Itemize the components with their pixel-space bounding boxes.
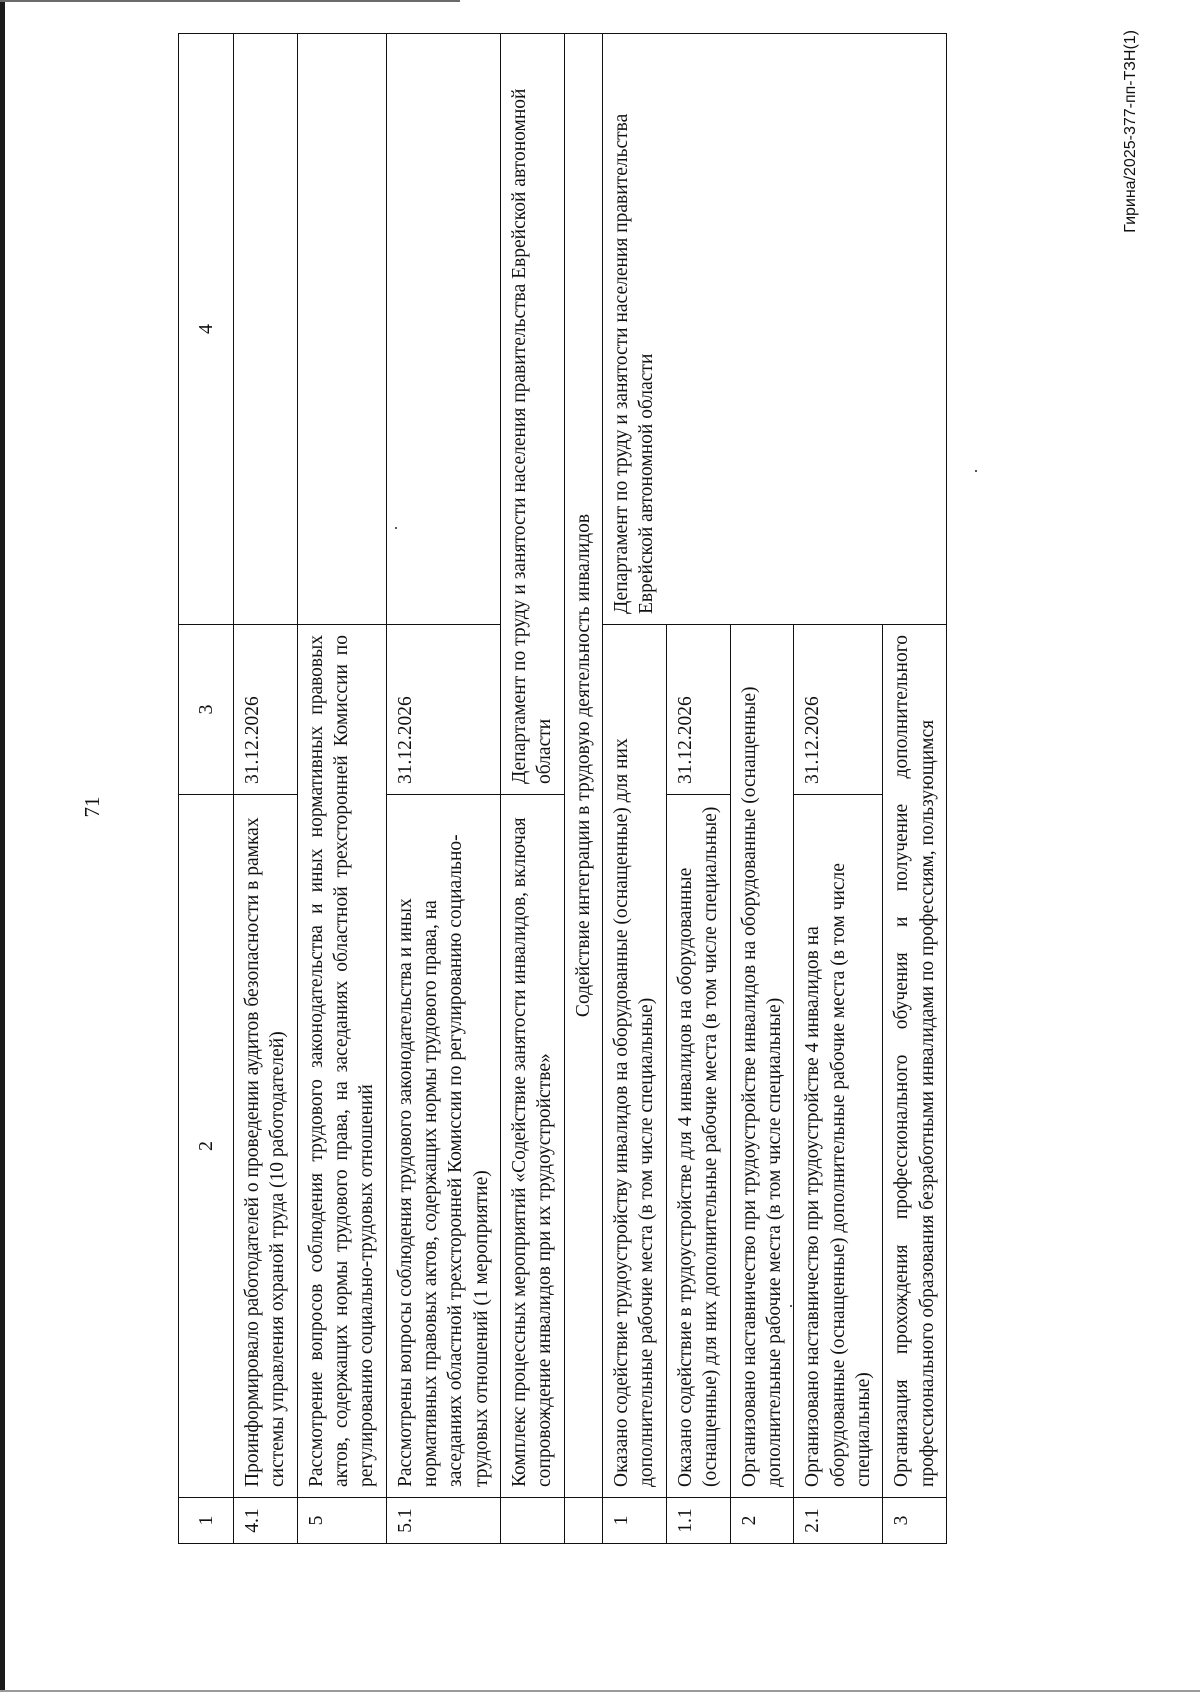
row-deadline: 31.12.2026 (794, 625, 883, 795)
row-deadline: 31.12.2026 (234, 625, 298, 795)
row-description: Рассмотрение вопросов соблюдения трудового законодательства и иных нормативных правовых актов, содержащих нормы трудового права, на заседаниях областной трехсторонней Комиссии по регулированию социально-трудовых отношений (297, 625, 386, 1498)
column-header-4: 4 (179, 34, 234, 625)
complex-department: Департамент по труду и занятости населения правительства Еврейской автономной области (501, 34, 565, 795)
table-row (603, 34, 667, 1544)
row-number: 5 (297, 1498, 386, 1544)
row-number: 2 (730, 1498, 794, 1544)
row-description: Организовано наставничество при трудоустройстве инвалидов на оборудованные (оснащенные) дополнительные рабочие места (в том числе специальные) (730, 625, 794, 1498)
complex-title: Комплекс процессных мероприятий «Содействие занятости инвалидов, включая сопровождение инвалидов при их трудоустройстве» (501, 795, 565, 1498)
table-row (234, 34, 298, 1544)
row-number: 3 (883, 1498, 947, 1544)
row-description: Оказано содействие трудоустройству инвалидов на оборудованные (оснащенные) для них дополнительные рабочие места (в том числе специальные) (603, 625, 667, 1498)
column-header-1: 1 (179, 1498, 234, 1544)
section-row (564, 34, 602, 1544)
row-description: Организация прохождения профессионального обучения и получение дополнительного профессионального образования безработными инвалидами по профессиям, пользующимся (883, 625, 947, 1498)
row-description: Проинформировало работодателей о проведении аудитов безопасности в рамках системы управления охраной труда (10 работодателей) (234, 795, 298, 1498)
table-header-row (179, 34, 234, 1544)
row-number: 1.1 (666, 1498, 730, 1544)
row-deadline: 31.12.2026 (666, 625, 730, 795)
scan-speck (975, 470, 977, 472)
row-number-empty (564, 1498, 602, 1544)
row-responsible-empty (297, 34, 386, 625)
column-header-2: 2 (179, 795, 234, 1498)
row-description: Оказано содействие в трудоустройстве для 4 инвалидов на оборудованные (оснащенные) для них дополнительные рабочие места (в том числе специальные) (666, 795, 730, 1498)
table-row (297, 34, 386, 1544)
row-number-empty (501, 1498, 565, 1544)
row-number: 5.1 (386, 1498, 500, 1544)
row-description: Организовано наставничество при трудоустройстве 4 инвалидов на оборудованные (оснащенные) дополнительные рабочие места (в том числе специальные) (794, 795, 883, 1498)
scan-speck (395, 527, 397, 529)
page-number: 71 (80, 796, 104, 818)
scan-speck (790, 1305, 792, 1307)
row-description: Рассмотрены вопросы соблюдения трудового законодательства и иных нормативных правовых актов, содержащих нормы трудового права, на заседаниях областной трехсторонней Комиссии по регулированию социально-трудовых отношений (1 мероприятие) (386, 795, 500, 1498)
row-number: 1 (603, 1498, 667, 1544)
row-responsible-empty (234, 34, 298, 625)
row-responsible: Департамент по труду и занятости населения правительства Еврейской автономной области (603, 34, 947, 625)
document-footer-reference: Гирина/2025-377-пп-ТЗН(1) (1122, 30, 1139, 233)
row-number: 2.1 (794, 1498, 883, 1544)
row-responsible-empty (386, 34, 500, 625)
row-deadline: 31.12.2026 (386, 625, 500, 795)
column-header-3: 3 (179, 625, 234, 795)
table-row (386, 34, 500, 1544)
complex-row (501, 34, 565, 1544)
plan-table (178, 33, 947, 1544)
row-number: 4.1 (234, 1498, 298, 1544)
section-title: Содействие интеграции в трудовую деятельность инвалидов (564, 34, 602, 1498)
